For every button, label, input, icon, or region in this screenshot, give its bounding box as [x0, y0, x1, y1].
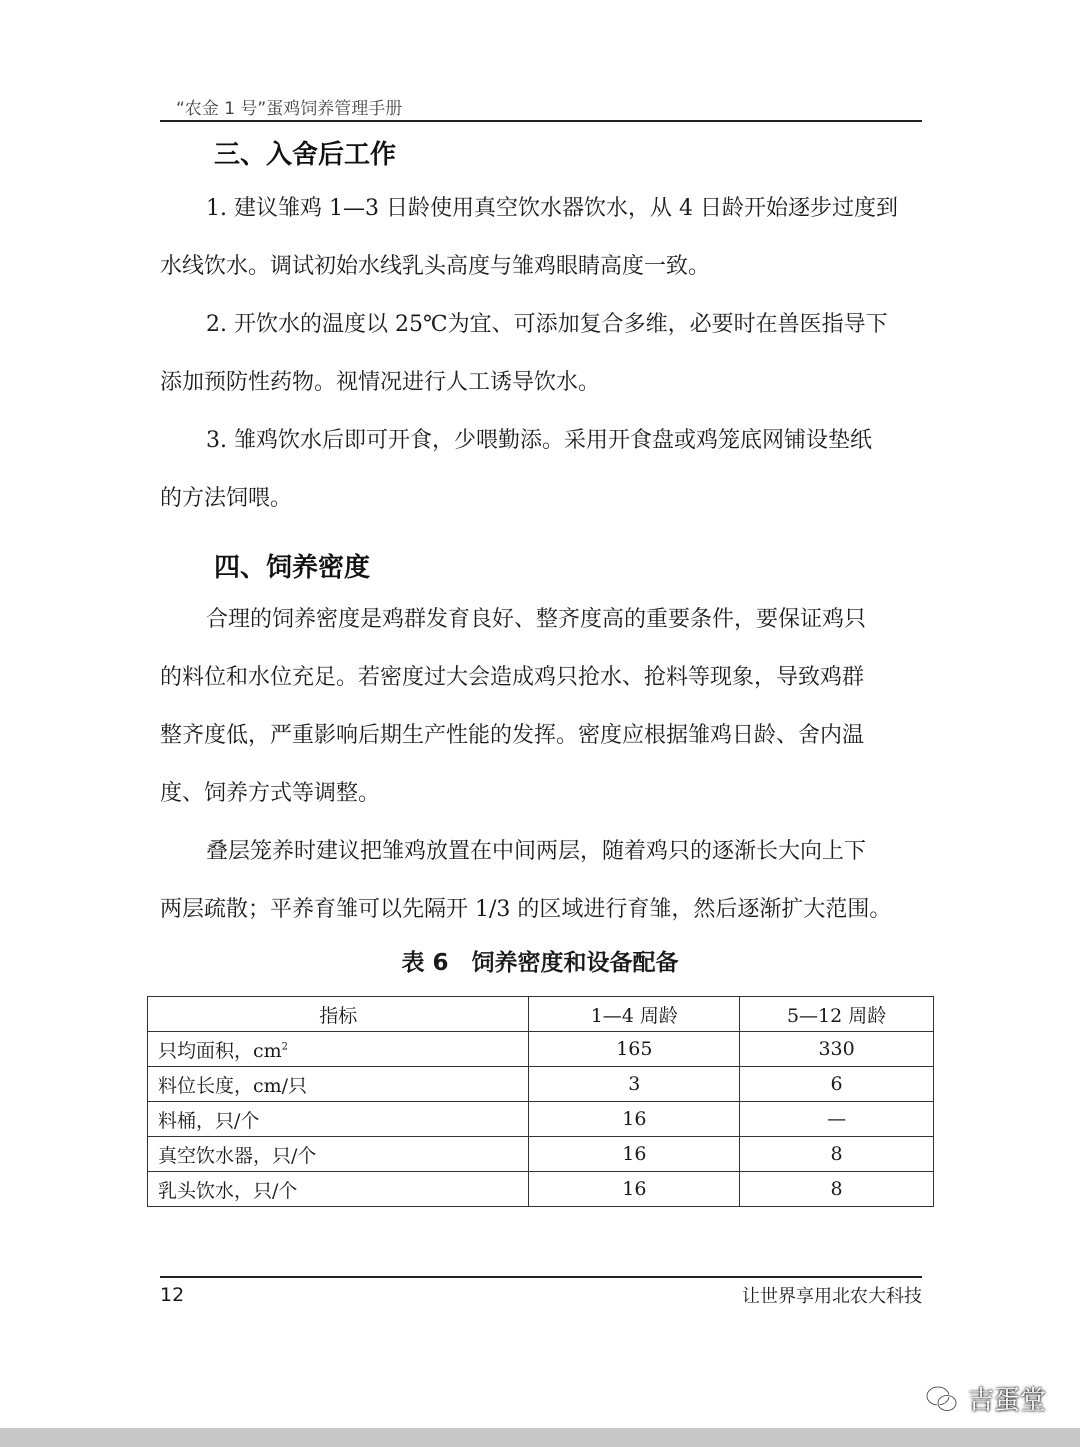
footer-slogan: 让世界享用北农大科技	[742, 1286, 922, 1307]
cell-weeks-1-4: 165	[529, 1032, 740, 1067]
watermark-text: 吉蛋堂	[967, 1386, 1046, 1416]
table-row	[148, 1102, 934, 1137]
row-label: 料位长度，cm/只	[148, 1067, 529, 1102]
table-row	[148, 1067, 934, 1102]
cell-weeks-5-12: 8	[740, 1172, 934, 1207]
watermark	[924, 1380, 1046, 1417]
paragraph-line: 两层疏散；平养育雏可以先隔开 1/3 的区域进行育雏，然后逐渐扩大范围。	[160, 897, 892, 922]
page-number: 12	[160, 1284, 185, 1306]
cell-weeks-5-12: —	[740, 1102, 934, 1137]
column-header: 指标	[148, 997, 529, 1032]
wechat-icon	[924, 1381, 960, 1417]
cell-weeks-5-12: 8	[740, 1137, 934, 1172]
table-row	[148, 1137, 934, 1172]
table-title: 表 6 饲养密度和设备配备	[401, 950, 679, 976]
paragraph-line: 水线饮水。调试初始水线乳头高度与雏鸡眼睛高度一致。	[160, 254, 711, 279]
section-3-body	[160, 180, 920, 528]
cell-weeks-1-4: 16	[529, 1102, 740, 1137]
paragraph-line: 添加预防性药物。视情况进行人工诱导饮水。	[160, 370, 601, 395]
section-heading-4: 四、饲养密度	[214, 553, 371, 583]
cell-weeks-1-4: 16	[529, 1137, 740, 1172]
density-table	[147, 996, 934, 1207]
paragraph-line: 1. 建议雏鸡 1—3 日龄使用真空饮水器饮水，从 4 日龄开始逐步过度到	[206, 196, 898, 221]
cell-weeks-1-4: 16	[529, 1172, 740, 1207]
header-rule	[160, 120, 922, 122]
row-label-text: 只均面积，cm	[158, 1039, 282, 1062]
paragraph-line: 整齐度低，严重影响后期生产性能的发挥。密度应根据雏鸡日龄、舍内温	[160, 723, 865, 748]
row-label: 料桶，只/个	[148, 1102, 529, 1137]
paragraph-line: 的方法饲喂。	[160, 486, 293, 511]
paragraph-line: 3. 雏鸡饮水后即可开食，少喂勤添。采用开食盘或鸡笼底网铺设垫纸	[206, 428, 872, 453]
cell-weeks-5-12: 330	[740, 1032, 934, 1067]
paragraph-line: 2. 开饮水的温度以 25℃为宜、可添加复合多维，必要时在兽医指导下	[206, 312, 888, 337]
row-label	[148, 1032, 529, 1067]
column-header: 5—12 周龄	[740, 997, 934, 1032]
superscript: 2	[281, 1041, 289, 1053]
cell-weeks-5-12: 6	[740, 1067, 934, 1102]
table-row	[148, 1032, 934, 1067]
running-header: “农金 1 号”蛋鸡饲养管理手册	[176, 99, 403, 119]
paragraph-line: 合理的饲养密度是鸡群发育良好、整齐度高的重要条件，要保证鸡只	[206, 607, 867, 632]
table-row	[148, 1172, 934, 1207]
footer-rule	[160, 1276, 922, 1278]
bottom-bar	[0, 1428, 1080, 1447]
table-header-row	[148, 997, 934, 1032]
row-label: 乳头饮水，只/个	[148, 1172, 529, 1207]
section-heading-3: 三、入舍后工作	[214, 140, 397, 170]
paragraph-line: 叠层笼养时建议把雏鸡放置在中间两层，随着鸡只的逐渐长大向上下	[206, 839, 867, 864]
paragraph-line: 的料位和水位充足。若密度过大会造成鸡只抢水、抢料等现象，导致鸡群	[160, 665, 865, 690]
section-4-body	[160, 591, 920, 939]
column-header: 1—4 周龄	[529, 997, 740, 1032]
cell-weeks-1-4: 3	[529, 1067, 740, 1102]
paragraph-line: 度、饲养方式等调整。	[160, 781, 381, 806]
row-label: 真空饮水器，只/个	[148, 1137, 529, 1172]
